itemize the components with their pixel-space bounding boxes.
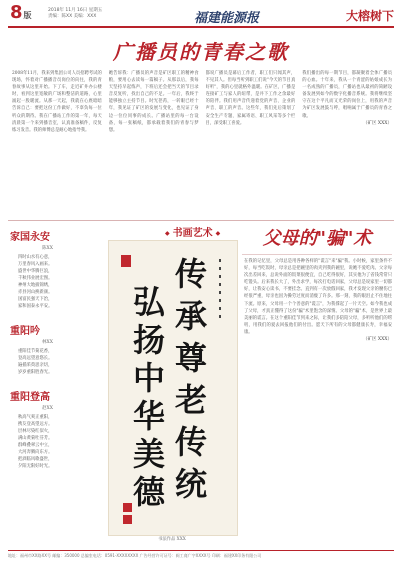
poem-line: 满山黄菊吐芬芳。 bbox=[18, 436, 53, 441]
poem-title: 家国永安 bbox=[10, 232, 50, 243]
poem-line: 夕阳无限好时光。 bbox=[18, 464, 53, 469]
poem-line: 把酒临风歌盛世， bbox=[18, 457, 53, 462]
poem-line: 岁岁重阳胜春光。 bbox=[18, 370, 53, 375]
calligraphy-char: 中 bbox=[132, 359, 166, 397]
calligraphy-char: 尊 bbox=[174, 339, 208, 377]
calligraphy-image bbox=[109, 241, 237, 535]
calligraphy-char: 传 bbox=[174, 255, 208, 293]
page-number-value: 8 bbox=[10, 2, 23, 23]
poem-line: 神州大地披锦绣， bbox=[18, 283, 53, 288]
poem-line: 秋高气爽正重阳， bbox=[18, 415, 53, 420]
story-signature: （矿区 XXX） bbox=[362, 337, 392, 343]
story-body bbox=[244, 258, 392, 544]
calligraphy-char: 承 bbox=[174, 297, 208, 335]
calligraphy-char: 传 bbox=[174, 423, 208, 461]
page-footer: 地址：福州市XX路XX号 邮编：350000 总编室电话：0591-XXXXXXXX 广告经营许可证号：闽工商广字XXXX号 印刷：福建XX印务有限公司 bbox=[8, 550, 394, 561]
small-inscription bbox=[219, 259, 221, 318]
poetry-column bbox=[8, 226, 98, 544]
section-divider bbox=[8, 220, 394, 221]
poem-body bbox=[18, 414, 98, 470]
poem-line: 群峰叠翠云中立， bbox=[18, 443, 53, 448]
calligraphy-char: 统 bbox=[174, 465, 208, 503]
poem-title: 重阳登高 bbox=[10, 392, 50, 403]
poem-title: 重阳吟 bbox=[10, 326, 40, 337]
feature-title: 广播员的青春之歌 bbox=[113, 40, 289, 64]
calligraphy-char: 扬 bbox=[132, 321, 166, 359]
poem-line: 遍插茱萸思亲切， bbox=[18, 363, 53, 368]
calligraphy-char: 老 bbox=[174, 381, 208, 419]
feature-column-4 bbox=[302, 70, 392, 212]
page-header bbox=[8, 4, 394, 28]
poem-author: 陈XX bbox=[42, 246, 53, 251]
poem-line: 赤县河山换新颜。 bbox=[18, 290, 53, 295]
feature-signature: （矿区 XXX） bbox=[362, 120, 392, 126]
header-date-block bbox=[48, 8, 102, 20]
feature-article bbox=[12, 70, 392, 212]
calligraphy-artwork bbox=[108, 240, 238, 536]
poem-author: 赵XX bbox=[42, 406, 53, 411]
publish-date: 2018年 11月 16日 星期五 bbox=[48, 8, 103, 13]
art-section-label bbox=[162, 224, 223, 239]
calligraphy-line-right bbox=[175, 255, 207, 503]
poem-line: 大河奔腾向东方。 bbox=[18, 450, 53, 455]
seal-stamp-bottom bbox=[123, 503, 132, 512]
feature-column-3: 都说广播员是幕后工作者，职工们只闻其声，不见其人。但每当听到职工们说"今天的节目真好听"，我的心里就格外温暖。在矿区，广播是连接矿工与家人的纽带，是井下工作之余最好的陪伴。我们用声音传递着党的声音、企业的声音、职工的声音。这些年，我们先后策划了安全生产专题、家属寄语、职工风采等多个栏目，深受职工喜爱。 bbox=[205, 71, 296, 126]
feature-column-1: 2008年11月，我来到集团公司人员招聘考试的现场，怀着对广播播音员岗位的向往，我的青春故事从这里开始。下了车，走近矿井办公楼时，看到这里宽敞的广场和整洁的道路，心里涌起一股暖流。从那一天起，我就在心底暗暗告诉自己：要把这份工作做好，不辜负每一位听众的期待。我在广播站工作的第一年，每天清晨第一个来到播音室，认真准备稿件，反复练习发音。我的师傅总是耐心地指导我。 bbox=[12, 71, 102, 133]
poem-line: 万里春风入画来。 bbox=[18, 262, 53, 267]
calligraphy-char: 弘 bbox=[132, 283, 166, 321]
calligraphy-char: 美 bbox=[132, 435, 166, 473]
poem-line: 四时山水有心意， bbox=[18, 255, 53, 260]
page-number-suffix: 版 bbox=[23, 11, 32, 20]
masthead: 福建能源报 bbox=[194, 11, 260, 26]
page-number bbox=[10, 2, 32, 23]
seal-stamp-bottom-2 bbox=[123, 515, 132, 524]
poem-body bbox=[18, 348, 98, 376]
calligraphy-char: 德 bbox=[132, 473, 166, 511]
calligraphy-char: 华 bbox=[132, 397, 166, 435]
feature-column-2: 她告诉我：广播员的声音是矿区职工的精神食粮，要用心去读每一篇稿子。从那以后，我每天坚持早起练声，下班后还会把当天的节目录音反复听，找出自己的不足。一年后，我终于能够独立主持节目。时光荏苒，一转眼已经十年，我见证了矿区的发展与变化，也见证了身边一位位同事的成长。广播站里的每一台设备，每一张稿纸，都承载着我们的青春与梦想。 bbox=[108, 71, 199, 133]
poem-line: 盛世中华腾巨浪， bbox=[18, 269, 53, 274]
art-label-text: 书画艺术 bbox=[172, 228, 213, 239]
section-label: 大榕树下 bbox=[345, 9, 394, 23]
poem-line: 家和国泰永平安。 bbox=[18, 304, 53, 309]
poem-body bbox=[18, 254, 98, 310]
poem-line: 登高远望意悠长。 bbox=[18, 356, 53, 361]
poem-line: 携友登高望远方。 bbox=[18, 422, 53, 427]
seal-stamp-top bbox=[121, 255, 131, 267]
label-mark-right: ◆ bbox=[215, 230, 221, 237]
poem-line: 国富民强天下治， bbox=[18, 297, 53, 302]
feature-column-4-text: 我们播出的每一期节目，都凝聚着全体广播员的心血。十年来，我从一个青涩的姑娘成长为一名成熟的广播员，广播站也从最初的简陋设备发展到如今的数字化播音系统。我将继续坚守在这个平凡而又光荣的岗位上，用我的声音为矿区发展鼓与呼，唱响属于广播员的青春之歌。 bbox=[302, 71, 392, 119]
poem-line: 千秋伟业展宏图。 bbox=[18, 276, 53, 281]
poem-author: 林XX bbox=[42, 340, 53, 345]
editor-credit: 责编：陈XX 美编：XXX bbox=[48, 14, 97, 19]
story-title: 父母的"骗"术 bbox=[242, 222, 392, 255]
poem-line: 重阳佳节菊花香， bbox=[18, 349, 53, 354]
calligraphy-line-left bbox=[133, 283, 166, 511]
poem-line: 层林尽染红似火， bbox=[18, 429, 53, 434]
label-mark-left: ◆ bbox=[165, 230, 170, 237]
story-text: 在我的记忆里，父母总是用各种各样的"谎言"来"骗"我。小时候，家里条件不好，每当吃饭时，母亲总是把碗里的肉夹到我的碗里，说她不爱吃肉。父亲每次出差回来，总说外面的饭菜很便宜，自己吃得很好，其实他为了省钱常常只吃馒头。后来我长大了，外出求学，每次打电话回家，父母总是说家里一切都好，让我安心读书，不要挂念。直到有一次放假回家，我才发现父亲的腰伤已经很严重，母亲也因为操劳过度而消瘦了许多。那一刻，我的眼泪止不住地往下流。原来，父母用一个个善意的"谎言"，为我撑起了一片天空。如今我也成了父母，才真正懂得了这份"骗"术里饱含的深情。父母的"骗"术，是世界上最美丽的谎言。在这个重阳佳节到来之际，让我们多陪陪父母，多听听他们的唠叨，用我们的爱去回报他们的付出。愿天下所有的父母都健康长寿，幸福安康。 bbox=[244, 259, 392, 335]
artwork-caption: 书法作品 XXX bbox=[158, 537, 186, 542]
